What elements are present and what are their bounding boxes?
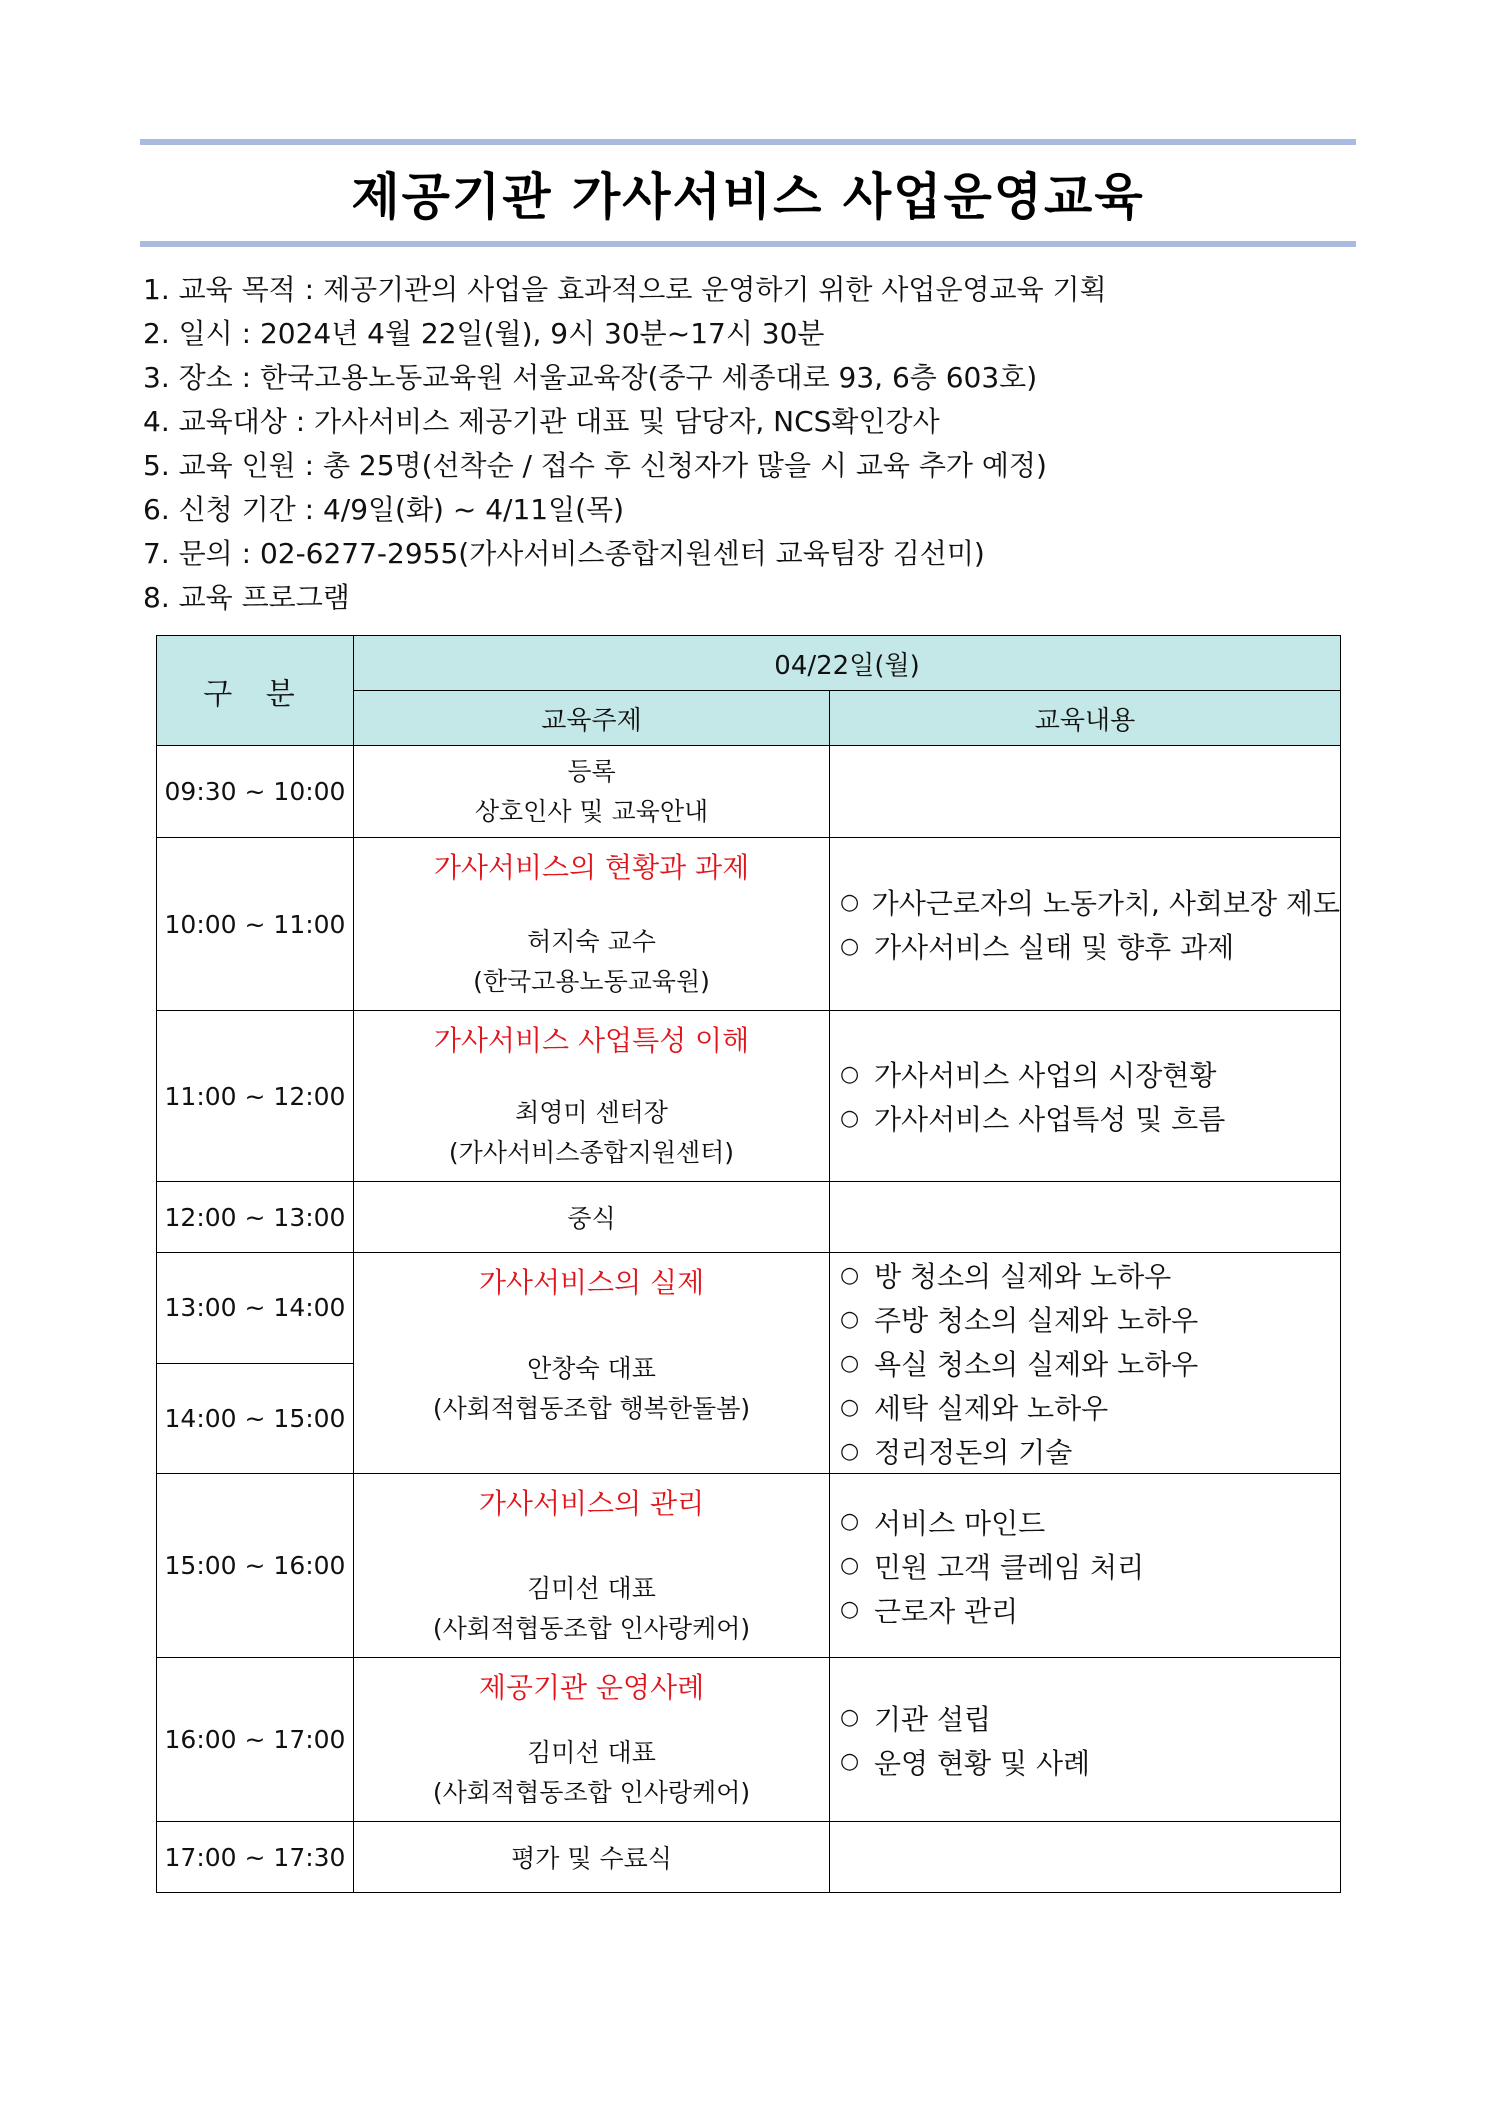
session-title: 가사서비스의 현황과 과제 xyxy=(433,851,750,884)
bullet-icon: ○ xyxy=(840,1553,860,1578)
table-row xyxy=(157,1658,1341,1822)
content-item: ○ 방 청소의 실제와 노하우 xyxy=(840,1260,1172,1293)
bullet-icon: ○ xyxy=(840,1749,860,1774)
page-title: 제공기관 가사서비스 사업운영교육 xyxy=(351,168,1145,226)
header-content: 교육내용 xyxy=(830,691,1341,746)
session-title: 가사서비스의 관리 xyxy=(478,1487,705,1520)
table-row xyxy=(157,1182,1341,1253)
session-title: 가사서비스 사업특성 이해 xyxy=(433,1024,750,1057)
content-cell xyxy=(830,1474,1341,1658)
content-item: ○ 운영 현황 및 사례 xyxy=(840,1746,1091,1780)
bullet-icon: ○ xyxy=(840,1394,860,1420)
topic-cell: 평가 및 수료식 xyxy=(354,1822,830,1893)
table-row xyxy=(157,1474,1341,1658)
speaker-name: 김미선 대표 xyxy=(527,1574,656,1603)
time-cell: 14:00 ~ 15:00 xyxy=(157,1363,354,1474)
time-cell: 10:00 ~ 11:00 xyxy=(157,838,354,1011)
info-item: 2. 일시 : 2024년 4월 22일(월), 9시 30분~17시 30분 xyxy=(143,317,825,350)
speaker-name: 안창숙 대표 xyxy=(527,1354,656,1383)
content-item: ○ 세탁 실제와 노하우 xyxy=(840,1392,1109,1425)
bullet-icon: ○ xyxy=(840,1061,860,1087)
header-date: 04/22일(월) xyxy=(354,636,1341,691)
content-item: ○ 욕실 청소의 실제와 노하우 xyxy=(840,1348,1199,1381)
content-cell xyxy=(830,838,1341,1011)
bullet-icon: ○ xyxy=(840,1306,860,1332)
info-item: 7. 문의 : 02-6277-2955(가사서비스종합지원센터 교육팀장 김선미) xyxy=(143,537,985,570)
time-cell: 16:00 ~ 17:00 xyxy=(157,1658,354,1822)
topic-cell xyxy=(354,1658,830,1822)
speaker-name: 허지숙 교수 xyxy=(527,927,656,956)
bullet-icon: ○ xyxy=(840,1262,860,1288)
content-item: ○ 기관 설립 xyxy=(840,1702,992,1736)
bullet-icon: ○ xyxy=(840,1350,860,1376)
table-row xyxy=(157,1253,1341,1364)
topic-cell xyxy=(354,1011,830,1182)
topic-line: 등록 xyxy=(567,756,616,786)
bullet-icon: ○ xyxy=(840,1438,860,1464)
bullet-icon: ○ xyxy=(840,933,860,959)
content-item: ○ 서비스 마인드 xyxy=(840,1506,1046,1540)
table-row xyxy=(157,1822,1341,1893)
table-row xyxy=(157,838,1341,1011)
info-item: 8. 교육 프로그램 xyxy=(143,581,350,614)
topic-cell xyxy=(354,1474,830,1658)
info-item: 6. 신청 기간 : 4/9일(화) ~ 4/11일(목) xyxy=(143,493,625,526)
content-item: ○ 가사서비스 사업특성 및 흐름 xyxy=(840,1103,1226,1136)
content-cell xyxy=(830,1253,1341,1474)
info-item: 4. 교육대상 : 가사서비스 제공기관 대표 및 담당자, NCS확인강사 xyxy=(143,405,940,438)
bullet-icon: ○ xyxy=(840,1105,860,1131)
content-item: ○ 가사근로자의 노동가치, 사회보장 제도 xyxy=(840,887,1341,920)
time-cell: 17:00 ~ 17:30 xyxy=(157,1822,354,1893)
speaker-org: (사회적협동조합 행복한돌봄) xyxy=(432,1394,751,1423)
session-title: 제공기관 운영사례 xyxy=(478,1671,705,1704)
content-item: ○ 주방 청소의 실제와 노하우 xyxy=(840,1304,1199,1337)
table-row xyxy=(157,1011,1341,1182)
content-cell xyxy=(830,746,1341,838)
table-row xyxy=(157,746,1341,838)
bullet-icon: ○ xyxy=(840,889,860,915)
content-cell xyxy=(830,1658,1341,1822)
info-list xyxy=(143,268,1107,620)
topic-cell xyxy=(354,1253,830,1474)
title-top-rule xyxy=(140,139,1356,145)
info-item: 3. 장소 : 한국고용노동교육원 서울교육장(중구 세종대로 93, 6층 603호) xyxy=(143,361,1038,394)
speaker-name: 김미선 대표 xyxy=(527,1738,656,1767)
topic-cell xyxy=(354,838,830,1011)
header-topic: 교육주제 xyxy=(354,691,830,746)
content-item: ○ 민원 고객 클레임 처리 xyxy=(840,1550,1145,1584)
time-cell: 15:00 ~ 16:00 xyxy=(157,1474,354,1658)
time-cell: 11:00 ~ 12:00 xyxy=(157,1011,354,1182)
content-item: ○ 가사서비스 실태 및 향후 과제 xyxy=(840,931,1235,964)
schedule-table xyxy=(156,635,1341,1893)
session-title: 가사서비스의 실제 xyxy=(478,1266,705,1299)
content-item: ○ 정리정돈의 기술 xyxy=(840,1436,1073,1469)
bullet-icon: ○ xyxy=(840,1509,860,1534)
bullet-icon: ○ xyxy=(840,1705,860,1730)
content-cell xyxy=(830,1011,1341,1182)
table-header-row xyxy=(157,636,1341,691)
topic-cell: 중식 xyxy=(354,1182,830,1253)
info-item: 5. 교육 인원 : 총 25명(선착순 / 접수 후 신청자가 많을 시 교육 추가 예정) xyxy=(143,449,1047,482)
content-item: ○ 근로자 관리 xyxy=(840,1594,1019,1628)
topic-cell xyxy=(354,746,830,838)
topic-line: 상호인사 및 교육안내 xyxy=(474,796,709,826)
time-cell: 13:00 ~ 14:00 xyxy=(157,1253,354,1364)
bullet-icon: ○ xyxy=(840,1597,860,1622)
speaker-org: (사회적협동조합 인사랑케어) xyxy=(432,1778,751,1807)
time-cell: 12:00 ~ 13:00 xyxy=(157,1182,354,1253)
title-bottom-rule xyxy=(140,241,1356,247)
content-item: ○ 가사서비스 사업의 시장현황 xyxy=(840,1059,1217,1092)
info-item: 1. 교육 목적 : 제공기관의 사업을 효과적으로 운영하기 위한 사업운영교육 기획 xyxy=(143,273,1107,306)
speaker-org: (사회적협동조합 인사랑케어) xyxy=(432,1614,751,1643)
speaker-org: (가사서비스종합지원센터) xyxy=(448,1138,735,1167)
content-cell xyxy=(830,1182,1341,1253)
time-cell: 09:30 ~ 10:00 xyxy=(157,746,354,838)
speaker-name: 최영미 센터장 xyxy=(515,1098,668,1127)
content-cell xyxy=(830,1822,1341,1893)
speaker-org: (한국고용노동교육원) xyxy=(473,967,710,996)
header-gubun: 구 분 xyxy=(157,636,354,746)
